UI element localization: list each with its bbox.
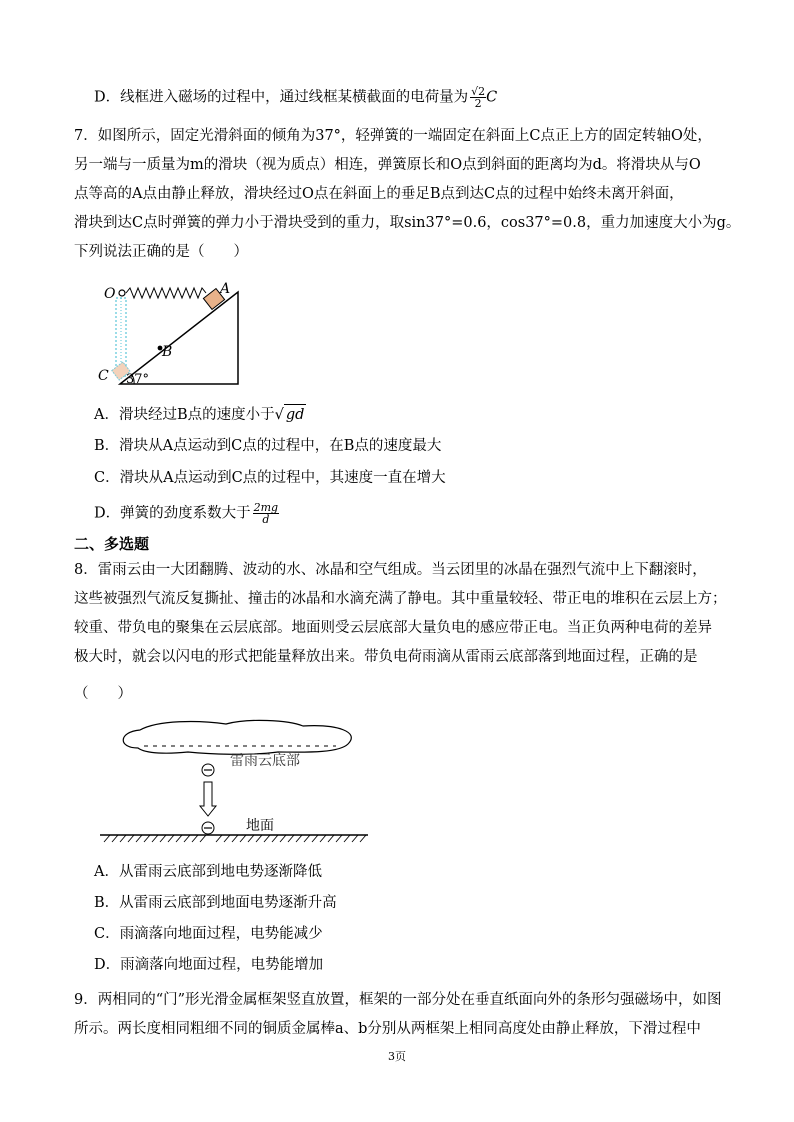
- q8-option-d: D．雨滴落向地面过程，电势能增加: [94, 957, 324, 973]
- q7-line-4: 滑块到达C点时弹簧的弹力小于滑块受到的重力，取sin37°=0.6，cos37°=0.8，重力加速度大小为g。: [74, 215, 741, 231]
- q7-option-d-fraction: [253, 502, 279, 525]
- q7-line-1: 7．如图所示，固定光滑斜面的倾角为37°，轻弹簧的一端固定在斜面上C点正上方的固定转轴O处，: [74, 128, 712, 144]
- q7-option-a-text: A．滑块经过B点的速度小于: [94, 407, 275, 423]
- q6-option-d-text: D．线框进入磁场的过程中，通过线框某横截面的电荷量为: [94, 89, 469, 106]
- q8-line-2: 这些被强烈气流反复撕扯、撞击的冰晶和水滴充满了静电。其中重量较轻、带正电的堆积在云层上方；: [74, 591, 727, 607]
- pivot-o: [119, 290, 125, 296]
- label-c: C: [98, 368, 109, 384]
- q9-line-1: 9．两相同的“门”形光滑金属框架竖直放置，框架的一部分处在垂直纸面向外的条形匀强磁场中，如图: [74, 992, 722, 1008]
- label-b: B: [162, 344, 173, 360]
- label-angle: 37°: [126, 372, 150, 387]
- q7-line-5: 下列说法正确的是（ ）: [74, 244, 248, 260]
- q6-fraction-numerator: √2: [471, 85, 486, 98]
- q7-option-d-text: D．弹簧的劲度系数大于: [94, 505, 251, 522]
- ground-label: 地面: [246, 818, 274, 834]
- q7-option-c: C．滑块从A点运动到C点的过程中，其速度一直在增大: [94, 470, 446, 486]
- q8-cloud-figure: [98, 718, 378, 848]
- ground-hatching: [104, 835, 366, 842]
- q8-option-c: C．雨滴落向地面过程，电势能减少: [94, 926, 323, 942]
- q7-option-d: [94, 502, 279, 525]
- q7-fraction-denominator: d: [262, 513, 270, 526]
- q6-option-d-fraction: [470, 86, 486, 109]
- q7-option-a-sqrt: gd: [284, 404, 307, 425]
- spring: [126, 288, 206, 298]
- q8-option-a: A．从雷雨云底部到地电势逐渐降低: [94, 864, 322, 880]
- q8-line-5: （ ）: [74, 686, 132, 702]
- q7-option-b: B．滑块从A点运动到C点的过程中，在B点的速度最大: [94, 438, 442, 454]
- q9-line-2: 所示。两长度相同粗细不同的铜质金属棒a、b分别从两框架上相同高度处由静止释放，下滑过程中: [74, 1021, 701, 1037]
- q8-line-1: 8．雷雨云由一大团翻腾、波动的水、冰晶和空气组成。当云团里的冰晶在强烈气流中上下翻滚时，: [74, 562, 707, 578]
- q6-option-d-unit: C: [486, 89, 498, 106]
- q7-line-3: 点等高的A点由静止释放，滑块经过O点在斜面上的垂足B点到达C点的过程中始终未离开斜面，: [74, 186, 684, 202]
- cloud-shape: [123, 720, 351, 754]
- q8-line-3: 较重、带负电的聚集在云层底部。地面则受云层底部大量负电的感应带正电。当正负两种电荷的差异: [74, 620, 712, 636]
- label-o: O: [104, 286, 116, 302]
- q6-option-d: [94, 86, 497, 109]
- q7-fraction-numerator: 2mg: [253, 501, 279, 514]
- q7-incline-figure: [90, 276, 250, 392]
- cloud-bottom-label: 雷雨云底部: [230, 753, 300, 769]
- q8-line-4: 极大时，就会以闪电的形式把能量释放出来。带负电荷雨滴从雷雨云底部落到地面过程，正确的是: [74, 649, 698, 665]
- q7-option-a: [94, 404, 306, 425]
- incline-triangle: [120, 292, 238, 384]
- q8-option-b: B．从雷雨云底部到地面电势逐渐升高: [94, 895, 337, 911]
- q6-fraction-denominator: 2: [474, 97, 482, 110]
- label-a: A: [220, 281, 231, 297]
- fall-arrow: [200, 782, 216, 816]
- section-multiple-choice-heading: 二、多选题: [74, 535, 150, 553]
- q7-line-2: 另一端与一质量为m的滑块（视为质点）相连，弹簧原长和O点到斜面的距离均为d。将滑块从与O: [74, 157, 701, 173]
- sqrt-sign: √: [274, 407, 284, 423]
- page-number: 3页: [388, 1050, 406, 1063]
